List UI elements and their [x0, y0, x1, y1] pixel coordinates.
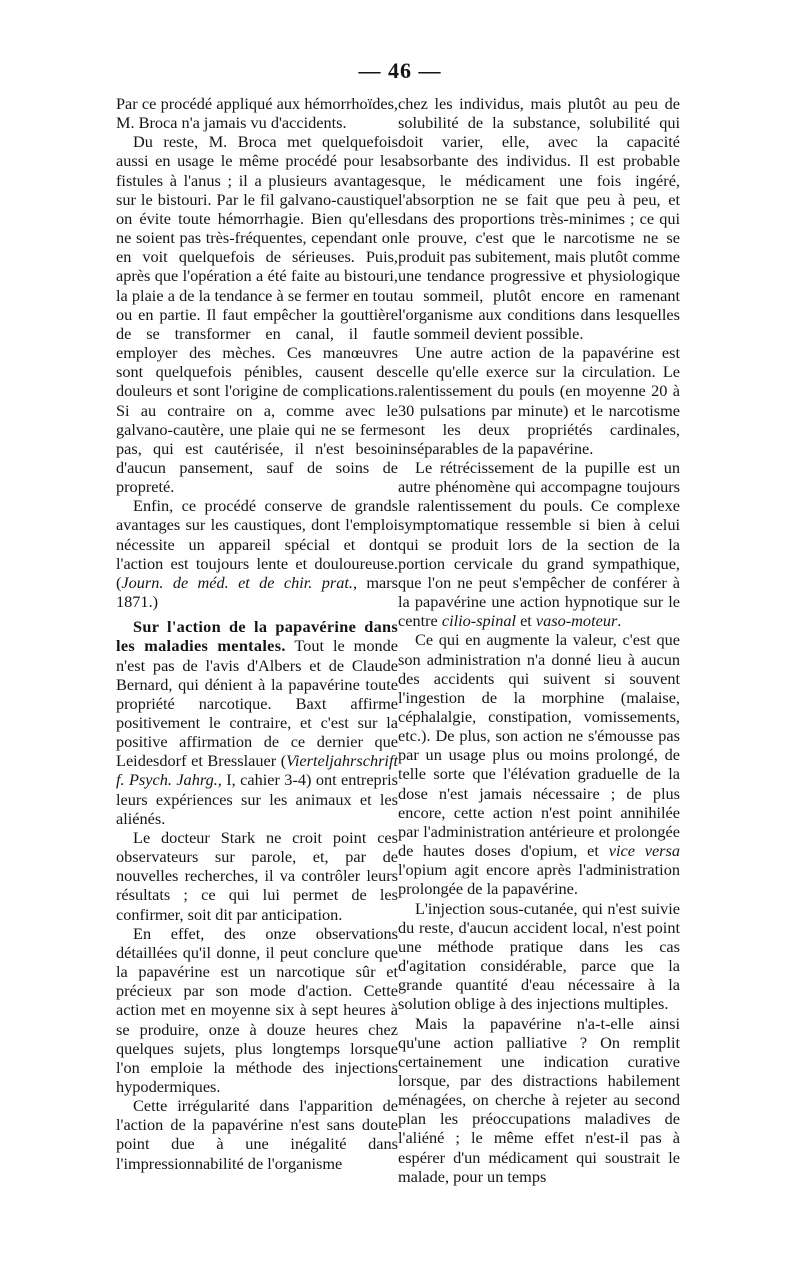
paragraph — [398, 458, 680, 630]
journal-reference: Journ. de méd. et de chir. prat. — [121, 572, 353, 592]
right-column — [398, 94, 680, 1186]
paragraph-text: , mars 1871.) — [116, 572, 399, 612]
paragraph: Cette irrégularité dans l'apparition de l'action de la papavérine n'est sans doute point due à une inégalité dans l'impressionnabilité de l'organisme — [116, 1096, 398, 1173]
paragraph-text: et — [516, 611, 536, 631]
page-number: — 46 — — [358, 58, 442, 83]
paragraph-text: Le rétrécissement de la pupille est un autre phénomène qui accompagne toujours le ralentissement du pouls. Ce complexe symptomatique ressemble si bien à celui qui se produit lors de la section de la portion cervicale du grand sympathique, que l'on ne peut s'empêcher de conférer à la papavérine une action hypnotique sur le centre — [398, 457, 680, 631]
paragraph-text: Ce qui en augmente la valeur, c'est que son administration n'a donné lieu à aucun des accidents qui suivent si souvent l'ingestion de la morphine (malaise, céphalalgie, constipation, vomissements, etc.). De plus, son action ne s'émousse pas par un usage plus ou moins prolongé, de telle sorte que l'élévation graduelle de la dose n'est jamais nécessaire ; de plus encore, cette action n'est point annihilée par l'administration antérieure et prolongée de hautes doses d'opium, et — [398, 630, 680, 861]
paragraph-text: , I, cahier 3-4) ont entrepris leurs expériences sur les animaux et les aliénés. — [116, 770, 398, 828]
paragraph: Le docteur Stark ne croit point ces observateurs sur parole, et, par de nouvelles recherches, il va contrôler leurs résultats ; ce qui lui permet de les confirmer, soit dit par anticipation. — [116, 827, 398, 924]
italic-term: vaso-moteur — [535, 611, 618, 631]
paragraph-text: Enfin, ce procédé conserve de grands avantages sur les caustiques, dont l'emploi nécessite un appareil spécial et dont l'action est toujours lente et douloureuse. ( — [116, 496, 398, 592]
journal-reference: Vierteljahrschrift f. Psych. Jahrg. — [116, 751, 398, 790]
paragraph — [398, 630, 680, 898]
left-column — [116, 94, 398, 1173]
paragraph: L'injection sous-cutanée, qui n'est suivie du reste, d'aucun accident local, n'est point une méthode pratique dans les cas d'agitation considérable, parce que la grande quantité d'eau nécessaire à la solution oblige à des injections multiples. — [398, 898, 680, 1014]
paragraph: En effet, des onze observations détaillées qu'il donne, il peut conclure que la papavérine est un narcotique sûr et précieux par son mode d'action. Cette action met en moyenne six à sept heures à se produire, onze à douze heures chez quelques sujets, plus longtemps lorsque l'on emploie la méthode des injections hypodermiques. — [116, 923, 398, 1096]
paragraph-text: . — [617, 611, 622, 631]
paragraph: chez les individus, mais plutôt au peu de solubilité de la substance, solubilité qui doit varier, elle, avec la capacité absorbante des individus. Il est probable que, le médicament une fois ingéré, l'absorption ne se fait que peu à peu, et dans des proportions très-minimes ; ce qui le prouve, c'est que le narcotisme ne se produit pas subitement, mais plutôt comme une tendance progressive et physiologique au sommeil, plutôt encore en ramenant l'organisme aux conditions dans lesquelles le sommeil devient possible. — [398, 94, 680, 343]
paragraph — [116, 496, 398, 611]
paragraph: Une autre action de la papavérine est celle qu'elle exerce sur la circulation. Le ralentissement du pouls (en moyenne 20 à 30 pulsations par minute) et le narcotisme sont les deux propriétés cardinales, inséparables de la papavérine. — [398, 343, 680, 458]
section-heading: Sur l'action de la papavérine dans les maladies mentales. — [116, 617, 398, 656]
paragraph-text: Tout le monde n'est pas de l'avis d'Albers et de Claude Bernard, qui dénient à la papavérine toute propriété narcotique. Baxt affirme positivement le contraire, et c'est sur la positive affirmation de ce dernier que Leidesdorf et Bresslauer ( — [116, 636, 398, 771]
italic-term: cilio-spinal — [441, 611, 517, 631]
paragraph: Mais la papavérine n'a-t-elle ainsi qu'une action palliative ? On remplit certainement une indication curative lorsque, par des distractions habilement ménagées, on cherche à rejeter au second plan les préoccupations maladives de l'aliéné ; le même effet n'est-il pas à espérer d'un médicament qui soustrait le malade, pour un temps — [398, 1013, 680, 1186]
italic-term: vice versa — [608, 841, 680, 861]
paragraph-text: l'opium agit encore après l'administration prolongée de la papavérine. — [398, 860, 680, 899]
paragraph — [116, 617, 398, 828]
paragraph: Par ce procédé appliqué aux hémorrhoïdes, M. Broca n'a jamais vu d'accidents. — [116, 94, 398, 133]
paragraph: Du reste, M. Broca met quelquefois aussi en usage le même procédé pour les fistules à l'anus ; il a plusieurs avantages sur le bistouri. Par le fil galvano-caustique on évite toute hémorrhagie. Bien qu'elles ne soient pas très-fréquentes, cependant on en voit quelquefois de sérieuses. Puis, après que l'opération a été faite au bistouri, la plaie a de la tendance à se fermer en tout ou en partie. Il faut empêcher la gouttière de se transformer en canal, il faut employer des mèches. Ces manœuvres sont quelquefois pénibles, causent des douleurs et sont l'origine de complications. Si au contraire on a, comme avec le galvano-cautère, une plaie qui ne se ferme pas, qui est cautérisée, il n'est besoin d'aucun pansement, sauf de soins de propreté. — [116, 132, 398, 497]
